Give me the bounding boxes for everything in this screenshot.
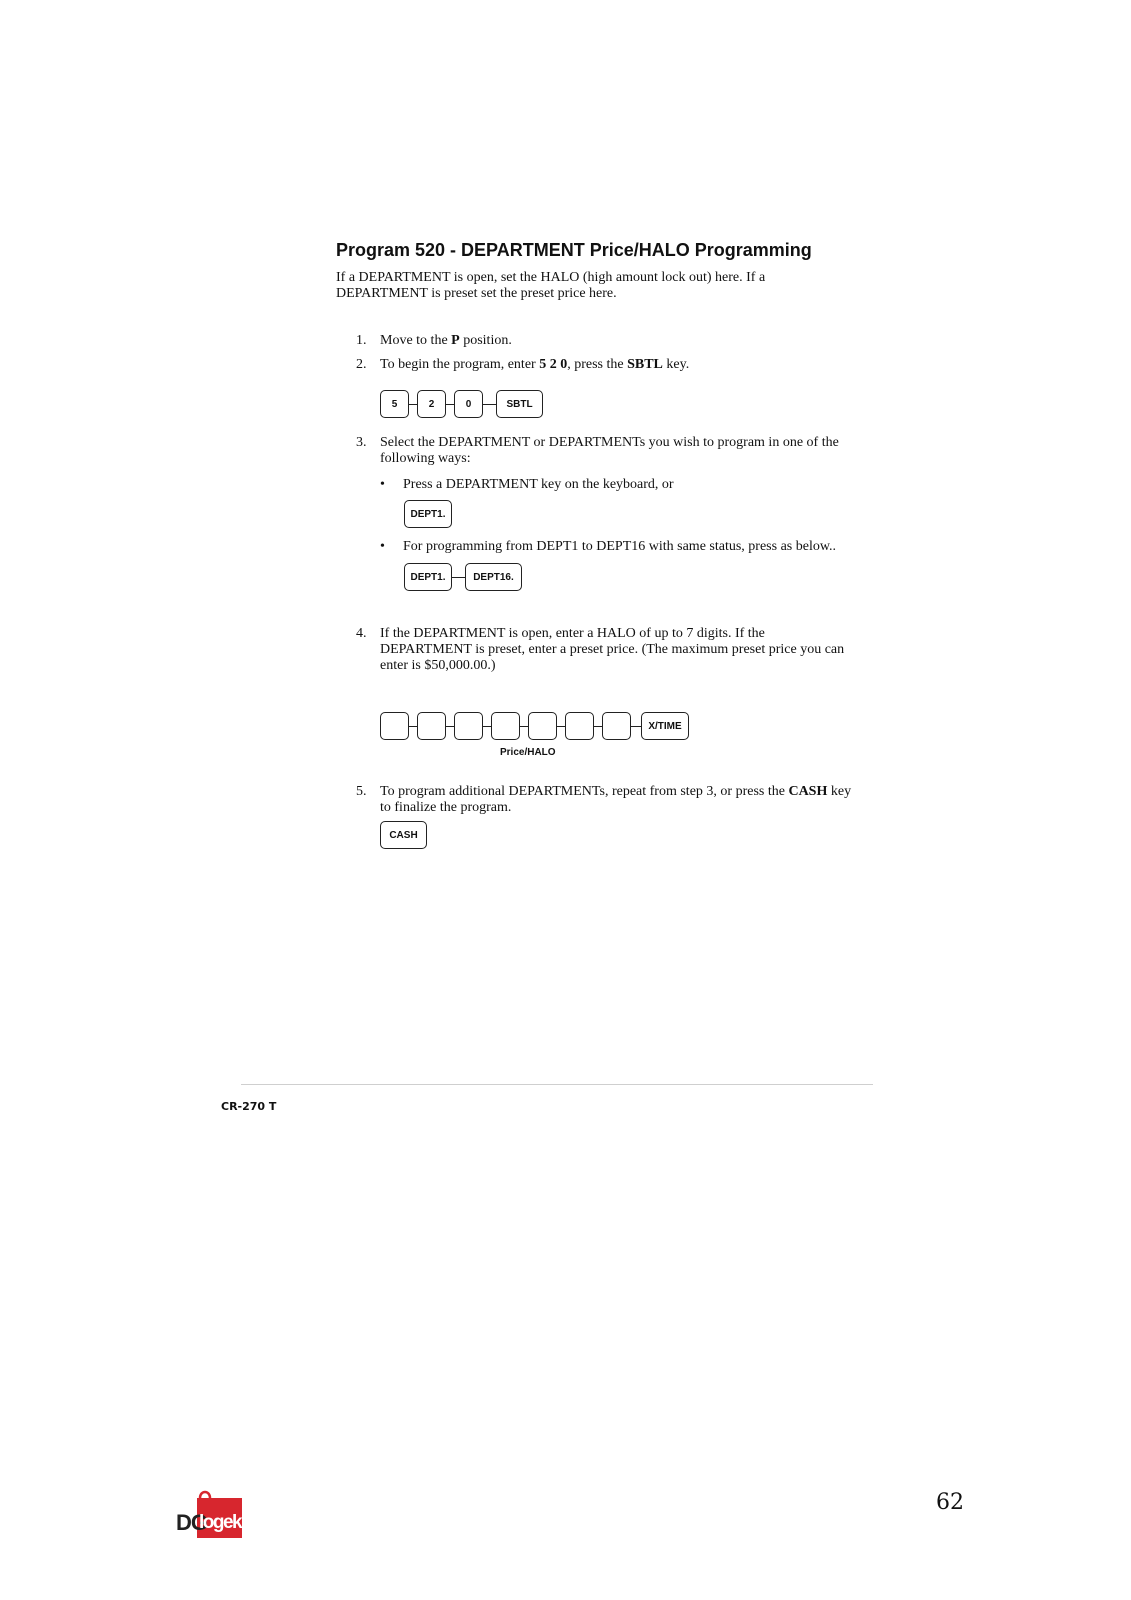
key-digit-blank [380, 712, 409, 740]
key-digit-blank [565, 712, 594, 740]
footer-model-name: CR-270 T [221, 1100, 277, 1113]
key-dept1: DEPT1. [404, 500, 452, 528]
footer-divider [241, 1084, 873, 1085]
step-5-text: To program additional DEPARTMENTs, repeat from step 3, or press the CASH key to finalize the program. [380, 784, 852, 815]
key-connector [409, 726, 417, 727]
key-dept16: DEPT16. [465, 563, 522, 591]
key-dept1: DEPT1. [404, 563, 452, 591]
dglogek-logo [176, 1488, 242, 1540]
step-2-text: To begin the program, enter 5 2 0, press the SBTL key. [380, 357, 690, 372]
bullet-symbol: • [380, 539, 385, 554]
key-connector [409, 404, 417, 405]
page-title: Program 520 - DEPARTMENT Price/HALO Programming [336, 240, 812, 260]
step-1-text: Move to the P position. [380, 333, 512, 348]
key-digit-blank [417, 712, 446, 740]
key-connector [594, 726, 602, 727]
logo-text-logek: logek [199, 1512, 242, 1533]
key-cash: CASH [380, 821, 427, 849]
key-2: 2 [417, 390, 446, 418]
step-4-number: 4. [356, 626, 367, 641]
price-halo-label: Price/HALO [500, 747, 556, 758]
logo-text-dg: DG [176, 1510, 207, 1535]
key-sbtl: SBTL [496, 390, 543, 418]
key-5: 5 [380, 390, 409, 418]
key-digit-blank [602, 712, 631, 740]
key-digit-blank [454, 712, 483, 740]
key-x-time: X/TIME [641, 712, 689, 740]
key-connector [520, 726, 528, 727]
step-1-number: 1. [356, 333, 367, 348]
bullet-symbol: • [380, 477, 385, 492]
key-connector [483, 726, 491, 727]
key-connector [557, 726, 565, 727]
intro-paragraph: If a DEPARTMENT is open, set the HALO (high amount lock out) here. If a DEPARTMENT is preset set the preset price here. [336, 270, 766, 301]
key-connector [631, 726, 641, 727]
key-0: 0 [454, 390, 483, 418]
key-connector [452, 577, 465, 578]
key-digit-blank [528, 712, 557, 740]
key-connector [483, 404, 496, 405]
key-connector [446, 404, 454, 405]
bullet-1-text: Press a DEPARTMENT key on the keyboard, or [403, 477, 674, 492]
step-2-number: 2. [356, 357, 367, 372]
page-number: 62 [936, 1490, 964, 1515]
bullet-2-text: For programming from DEPT1 to DEPT16 with same status, press as below.. [403, 539, 837, 554]
step-5-number: 5. [356, 784, 367, 799]
step-3-number: 3. [356, 435, 367, 450]
step-4-text: If the DEPARTMENT is open, enter a HALO of up to 7 digits. If the DEPARTMENT is preset, enter a preset price. (The maximum preset price you can enter is $50,000.00.) [380, 626, 845, 673]
key-connector [446, 726, 454, 727]
step-3-text: Select the DEPARTMENT or DEPARTMENTs you wish to program in one of the following ways: [380, 435, 839, 466]
key-digit-blank [491, 712, 520, 740]
